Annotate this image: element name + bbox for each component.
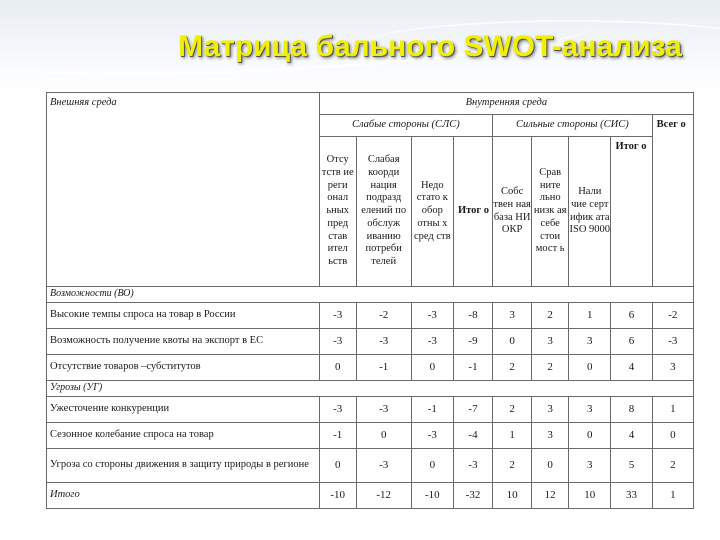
cell: 2 — [532, 303, 569, 329]
cell: -2 — [356, 303, 411, 329]
cell: 1 — [652, 397, 693, 423]
table-row — [47, 397, 694, 423]
cell: -1 — [453, 355, 492, 381]
cell: -2 — [652, 303, 693, 329]
cell: 0 — [569, 423, 611, 449]
cell: 33 — [611, 483, 652, 509]
row-label: Сезонное колебание спроса на товар — [47, 423, 320, 449]
cell: 2 — [493, 397, 532, 423]
cell: -10 — [319, 483, 356, 509]
row-label: Угроза со стороны движения в защиту природы в регионе — [47, 449, 320, 483]
cell: -3 — [319, 303, 356, 329]
cell: 3 — [532, 397, 569, 423]
cell: 3 — [532, 423, 569, 449]
cell: 10 — [569, 483, 611, 509]
cell: 0 — [356, 423, 411, 449]
cell: -3 — [319, 329, 356, 355]
cell: -1 — [411, 397, 453, 423]
page-title: Матрица бального SWOT-анализа — [178, 30, 682, 63]
col-strong-total: Итог о — [611, 137, 652, 287]
table-row — [47, 423, 694, 449]
table-row-total — [47, 483, 694, 509]
row-label: Возможность получение квоты на экспорт в ЕС — [47, 329, 320, 355]
cell: -10 — [411, 483, 453, 509]
cell: -3 — [356, 397, 411, 423]
cell: 3 — [532, 329, 569, 355]
cell: 3 — [569, 329, 611, 355]
cell: -3 — [453, 449, 492, 483]
cell: 3 — [569, 397, 611, 423]
cell: -3 — [652, 329, 693, 355]
cell: 4 — [611, 355, 652, 381]
cell: 1 — [493, 423, 532, 449]
cell: 2 — [493, 355, 532, 381]
cell: 6 — [611, 329, 652, 355]
cell: 6 — [611, 303, 652, 329]
row-label: Итого — [47, 483, 320, 509]
row-label: Ужесточение конкуренции — [47, 397, 320, 423]
cell: -3 — [356, 449, 411, 483]
col-rnd-base: Собс твен ная база НИ ОКР — [493, 137, 532, 287]
row-label: Высокие темпы спроса на товар в России — [47, 303, 320, 329]
weak-sides-header: Слабые стороны (СЛС) — [319, 115, 492, 137]
cell: 12 — [532, 483, 569, 509]
table-row — [47, 355, 694, 381]
cell: 2 — [532, 355, 569, 381]
cell: -4 — [453, 423, 492, 449]
col-weak-total: Итог о — [453, 137, 492, 287]
opportunities-section: Возможности (ВО) — [47, 287, 694, 303]
col-weak-coordination: Слабая коорди нация подразд елений по обслуж иванию потреби телей — [356, 137, 411, 287]
cell: -3 — [319, 397, 356, 423]
threats-section: Угрозы (УГ) — [47, 381, 694, 397]
cell: -32 — [453, 483, 492, 509]
internal-env-header: Внутренняя среда — [319, 93, 693, 115]
col-total-all: Всег о — [652, 115, 693, 287]
cell: 2 — [652, 449, 693, 483]
cell: 0 — [569, 355, 611, 381]
cell: 0 — [411, 449, 453, 483]
cell: 0 — [532, 449, 569, 483]
col-no-offices: Отсу тств ие реги онал ьных пред став ител ьств — [319, 137, 356, 287]
cell: 5 — [611, 449, 652, 483]
table-row — [47, 303, 694, 329]
swot-matrix-table — [46, 92, 694, 509]
cell: 0 — [319, 355, 356, 381]
cell: -3 — [411, 303, 453, 329]
cell: 1 — [652, 483, 693, 509]
cell: -3 — [411, 423, 453, 449]
cell: 2 — [493, 449, 532, 483]
cell: -12 — [356, 483, 411, 509]
table-row — [47, 329, 694, 355]
cell: 1 — [569, 303, 611, 329]
col-lack-funds: Недо стато к обор отны х сред ств — [411, 137, 453, 287]
col-iso-cert: Нали чие серт ифик ата ISO 9000 — [569, 137, 611, 287]
cell: -1 — [319, 423, 356, 449]
cell: 3 — [493, 303, 532, 329]
cell: 0 — [652, 423, 693, 449]
cell: -1 — [356, 355, 411, 381]
cell: 8 — [611, 397, 652, 423]
cell: 4 — [611, 423, 652, 449]
cell: -9 — [453, 329, 492, 355]
table-row — [47, 449, 694, 483]
cell: -8 — [453, 303, 492, 329]
cell: -3 — [411, 329, 453, 355]
cell: -3 — [356, 329, 411, 355]
external-env-header: Внешняя среда — [47, 93, 320, 287]
cell: 0 — [493, 329, 532, 355]
row-label: Отсутствие товаров –субститутов — [47, 355, 320, 381]
col-low-cost: Срав ните льно низк ая себе стои мост ь — [532, 137, 569, 287]
cell: 3 — [652, 355, 693, 381]
strong-sides-header: Сильные стороны (СИС) — [493, 115, 653, 137]
cell: 0 — [411, 355, 453, 381]
cell: 3 — [569, 449, 611, 483]
cell: -7 — [453, 397, 492, 423]
cell: 0 — [319, 449, 356, 483]
cell: 10 — [493, 483, 532, 509]
